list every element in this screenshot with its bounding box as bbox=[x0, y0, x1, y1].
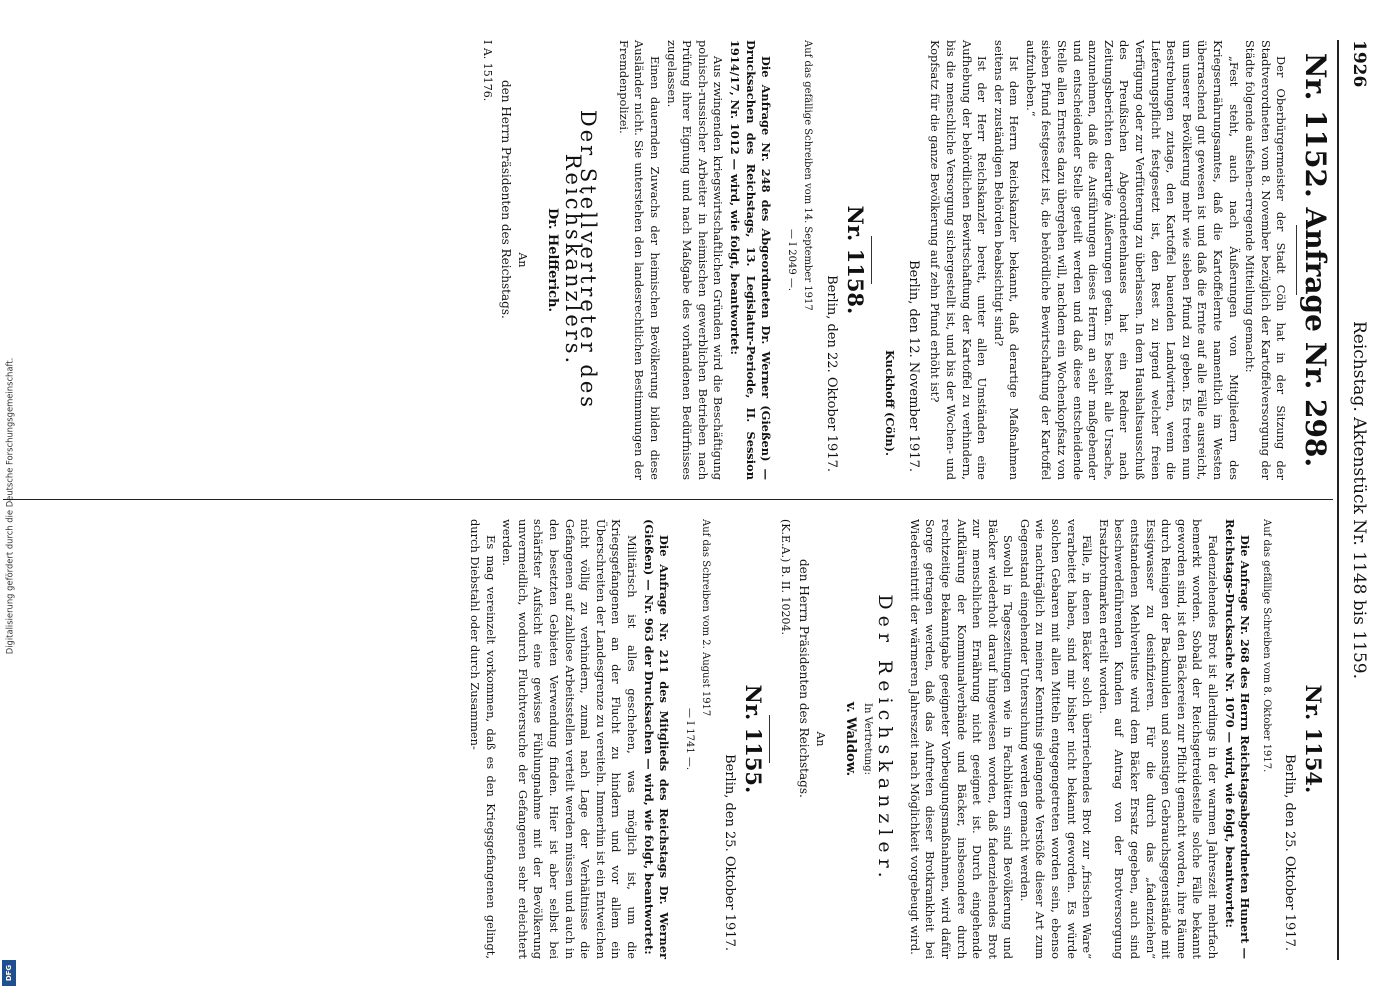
header-rule bbox=[1337, 40, 1339, 960]
doc-1155-date: Berlin, den 25. Oktober 1917. bbox=[722, 754, 737, 951]
doc-1158-paragraph: Einen dauernden Zuwachs der heimischen Bevölkerung bilden diese Ausländer nicht. Sie unterstehen den landesrechtlichen Bestimmungen der Fremdenpolizei. bbox=[616, 40, 663, 480]
running-title: Reichstag. Aktenstück Nr. 1148 bis 1159. bbox=[1349, 320, 1369, 680]
doc-1154-paragraph: Sowohl in Tageszeitungen wie in Fachblättern sind Bevölkerung und Bäcker wiederholt darauf hingewiesen worden, daß fadenziehendes Brot zur menschlichen Ernährung nicht geeignet ist. Durch eingehende Aufklärung der Kommunalverbände und Bäcker, insbesondere durch rechtzeitige Bekanntgabe geeigneter Vorbeugungsmaßnahmen, wird dafür Sorge getragen werden, daß das Auftreten dieser Brotkrankheit bei Wiedereintritt der wärmeren Jahreszeit nach Möglichkeit vorgebeugt wird. bbox=[907, 519, 1016, 959]
page-number: 1926 bbox=[1349, 40, 1369, 88]
doc-1154-intro: Die Anfrage Nr. 268 des Herrn Reichstagsabgeordneten Hunert — Reichstags-Drucksache Nr. 1070 — wird, wie folgt, beantwortet: bbox=[1222, 519, 1253, 959]
doc-1154-heading: Nr. 1154. bbox=[1301, 684, 1326, 794]
doc-1158-address-an: An bbox=[516, 252, 530, 268]
doc-1154-file-reference: (K.E.A.) B. II. 10204. bbox=[779, 519, 793, 636]
doc-1158-signature-office: Der Stellvertreter des Reichskanzlers. bbox=[560, 109, 601, 411]
doc-1152 bbox=[871, 40, 1332, 480]
doc-1154-addressee: den Herrn Präsidenten des Reichstags. bbox=[796, 559, 811, 798]
separator bbox=[871, 236, 872, 284]
running-header bbox=[1345, 40, 1369, 960]
doc-1152-signer: Kuckhoff (Cöln). bbox=[883, 350, 898, 456]
doc-1152-heading: Nr. 1152. Anfrage Nr. 298. bbox=[1299, 52, 1332, 468]
doc-1152-date: Berlin, den 12. November 1917. bbox=[905, 260, 921, 472]
doc-1152-paragraph: Ist der Herr Reichskanzler bereit, unter allen Umständen eine Aufhebung der behördlichen Bewirtschaftung der Kartoffel zu verhindern, bis die menschliche Versorgung sichergestellt ist, und bis der Wochen- und Kopfsatz für die ganze Bevölkerung auf zehn Pfund erhöht ist? bbox=[928, 40, 990, 480]
doc-1154-signature-note: In Vertretung: bbox=[861, 703, 873, 775]
doc-1158 bbox=[480, 40, 868, 480]
doc-1152-paragraph: Ist dem Herrn Reichskanzler bekannt, daß derartige Maßnahmen seitens der zuständigen Behörden beabsichtigt sind? bbox=[991, 40, 1022, 480]
doc-1152-paragraph: „Fest steht, auch nach Äußerungen von Mitgliedern des Kriegsernährungsamtes, daß die Kartoffelernte namentlich im Westen überraschend gut gewesen ist und daß die Ernte auf alle Fälle ausreicht, um unserer Bevölkerung mehr wie sieben Pfund zu geben. Es treten nun Bestrebungen zutage, den Kartoffel bauenden Landwirten, wenn die Lieferungspflicht festgesetzt ist, den Rest zu irgend welcher freien Verfügung oder zur Verfütterung zu überlassen. In dem Haushaltsausschuß des Preußischen Abgeordnetenhauses hat ein Redner nach Zeitungsberichten derartige Äußerungen getan. Es besteht alle Ursache, anzunehmen, daß die Ausführungen dieses Herrn an sehr maßgebender und entscheidender Stelle geteilt werden und daß diese entscheidende Stelle allen Ernstes dazu übergehen will, nachdem ein Wochenkopfsatz von sieben Pfund festgesetzt ist, die behördliche Bewirtschaftung der Kartoffel aufzuheben.“ bbox=[1023, 40, 1241, 480]
doc-1155-reference: Auf das Schreiben vom 2. August 1917 bbox=[700, 519, 712, 717]
separator bbox=[1296, 225, 1297, 295]
doc-1155-heading: Nr. 1155. bbox=[740, 684, 766, 794]
doc-1154-reference: Auf das gefällige Schreiben vom 8. Oktober 1917. bbox=[1260, 519, 1272, 773]
doc-1154-address-an: An bbox=[814, 731, 828, 747]
right-column bbox=[466, 519, 1326, 959]
doc-1158-reference: Auf das gefällige Schreiben vom 14. September 1917 bbox=[802, 40, 814, 311]
doc-1154-paragraph: Fadenziehendes Brot ist allerdings in der warmen Jahreszeit mehrfach bemerkt worden. Sobald der Reichsgetreidestelle solche Fälle bekannt geworden sind, ist den Bäckereien zur Pflicht gemacht worden, ihre Räume durch Reinigen der Backmulden und sonstigen Gebrauchsgegenstände mit Essigwasser zu desinfizieren. Für die durch das „fadenziehen“ entstandenen Mehlverluste wird dem Bäcker Ersatz gegeben, auch sind beschwerdeführenden Kunden auf Antrag von der Brotversorgung Ersatzbrotmarken erteilt worden. bbox=[1096, 519, 1221, 959]
doc-1158-reference-number: — I 2049 —. bbox=[785, 228, 797, 292]
doc-1158-intro: Die Anfrage Nr. 248 des Abgeordneten Dr. Werner (Gießen) — Drucksachen des Reichstags, 13. Legislatur-Periode, II. Session 1914/17, Nr. 1012 — wird, wie folgt, beantwortet: bbox=[728, 40, 774, 480]
doc-1155-intro: Die Anfrage Nr. 211 des Mitglieds des Reichstags Dr. Werner (Gießen) — Nr. 963 der Drucksachen — wird, wie folgt, beantwortet: bbox=[641, 519, 672, 959]
doc-1155 bbox=[467, 519, 766, 959]
doc-1152-paragraph: Der Oberbürgermeister der Stadt Cöln hat in der Sitzung der Stadtverordneten vom 8. November bezüglich der Kartoffelversorgung der Städte folgende aufsehen-erregende Mitteilung gemacht: bbox=[1243, 40, 1289, 480]
doc-1154-signature-office: Der Reichskanzler. bbox=[874, 594, 897, 884]
doc-1155-reference-number: — I 1741 —. bbox=[683, 707, 695, 771]
doc-1158-signature-name: Dr. Helfferich. bbox=[545, 207, 561, 313]
digitization-note: Digitalisierung gefördert durch die Deutsche Forschungsgemeinschaft. bbox=[4, 357, 14, 655]
doc-1154-signature-name: v. Waldow. bbox=[842, 701, 858, 777]
doc-1158-paragraph: Aus zwingenden kriegswirtschaftlichen Gründen wird die Beschäftigung polnisch-russischer Arbeiter in heimischen gewerblichen Betrieben nach Prüfung ihrer Eignung und nach Maßgabe des vorhandenen Bedürfnisses zugelassen. bbox=[664, 40, 726, 480]
doc-1155-paragraph: Militärisch ist alles geschehen, was möglich ist, um die Kriegsgefangenen an der Flucht zu hindern und vor allem ein Überschreiten der Landesgrenze zu vereiteln. Immerhin ist ein Entweichen nicht völlig zu verhindern, zumal nach Lage der Verhältnisse die Gefangenen auf zahllose Arbeitsstellen verteilt werden müssen und auch in den besetzten Gebieten Verwendung finden. Hier ist aber selbst bei schärfster Aufsicht eine gewisse Fühlungnahme mit der Bevölkerung unvermeidlich, wodurch Fluchtversuche der Gefangenen sehr erleichtert werden. bbox=[500, 519, 640, 959]
left-column bbox=[480, 40, 1332, 480]
doc-1154 bbox=[769, 519, 1326, 959]
doc-1158-heading: Nr. 1158. bbox=[842, 205, 868, 315]
doc-1154-paragraph: Fälle, in denen Bäcker solch überriechendes Brot zur „frischen Ware“ verarbeitet haben, sind mir bisher nicht bekannt geworden. Es würde solchen Gebaren mit allen Mitteln entgegengetreten worden sein, ebenso wie nachträglich zu meiner Kenntnis gelangende Verstöße dieser Art zum Gegenstand eingehender Untersuchung werden gemacht werden. bbox=[1017, 519, 1095, 959]
dfg-logo: DFG bbox=[2, 960, 16, 986]
doc-1158-date: Berlin, den 22. Oktober 1917. bbox=[823, 275, 839, 472]
separator bbox=[769, 715, 770, 763]
column-divider bbox=[3, 499, 1333, 500]
doc-1158-file-reference: I A. 15176. bbox=[481, 40, 495, 102]
doc-1155-paragraph: Es mag vereinzelt vorkommen, daß es den Kriegsgefangenen gelingt, durch Diebstahl oder durch Zusammen- bbox=[468, 519, 498, 959]
doc-1154-date: Berlin, den 25. Oktober 1917. bbox=[1282, 754, 1298, 951]
doc-1158-addressee: den Herrn Präsidenten des Reichstags. bbox=[498, 80, 513, 319]
